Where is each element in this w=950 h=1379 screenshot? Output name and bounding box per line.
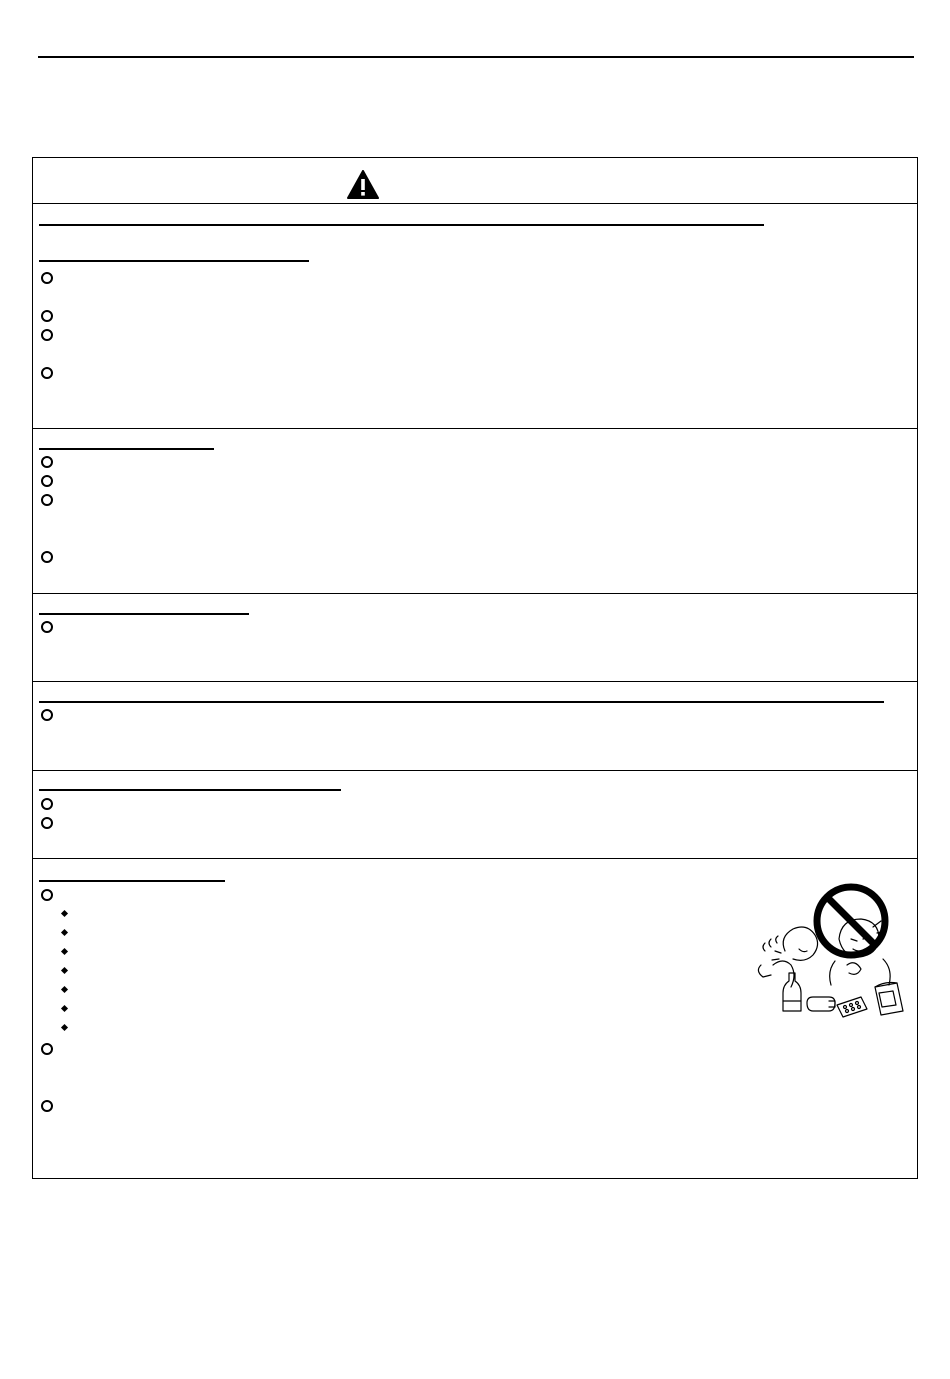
- section-heading-rule: [39, 224, 764, 226]
- prohibited-medicine-illustration: [743, 869, 918, 1019]
- circle-bullet-icon: [41, 709, 53, 721]
- circle-bullet-icon: [41, 272, 53, 284]
- subsection-heading-rule: [39, 789, 341, 791]
- warning-section-2: [33, 429, 917, 594]
- subsection-heading-rule: [39, 448, 214, 450]
- top-rule: [38, 56, 914, 58]
- section-heading-rule: [39, 701, 884, 703]
- subsection-heading-rule: [39, 613, 249, 615]
- diamond-bullet-icon: [61, 1005, 68, 1012]
- circle-bullet-icon: [41, 1043, 53, 1055]
- diamond-bullet-icon: [61, 967, 68, 974]
- circle-bullet-icon: [41, 456, 53, 468]
- circle-bullet-icon: [41, 889, 53, 901]
- circle-bullet-icon: [41, 310, 53, 322]
- circle-bullet-icon: [41, 494, 53, 506]
- warning-header: [33, 158, 917, 204]
- circle-bullet-icon: [41, 475, 53, 487]
- circle-bullet-icon: [41, 817, 53, 829]
- diamond-bullet-icon: [61, 910, 68, 917]
- warning-section-4: [33, 682, 917, 771]
- circle-bullet-icon: [41, 329, 53, 341]
- circle-bullet-icon: [41, 621, 53, 633]
- warning-section-3: [33, 594, 917, 682]
- circle-bullet-icon: [41, 551, 53, 563]
- circle-bullet-icon: [41, 798, 53, 810]
- warning-section-1: [33, 204, 917, 429]
- diamond-bullet-icon: [61, 1024, 68, 1031]
- subsection-heading-rule: [39, 880, 225, 882]
- subsection-heading-rule: [39, 260, 309, 262]
- warning-panel: [32, 157, 918, 1179]
- diamond-bullet-icon: [61, 948, 68, 955]
- warning-section-6: [33, 859, 917, 1180]
- circle-bullet-icon: [41, 367, 53, 379]
- diamond-bullet-icon: [61, 986, 68, 993]
- warning-section-5: [33, 771, 917, 859]
- diamond-bullet-icon: [61, 929, 68, 936]
- warning-triangle-icon: [347, 170, 379, 200]
- circle-bullet-icon: [41, 1100, 53, 1112]
